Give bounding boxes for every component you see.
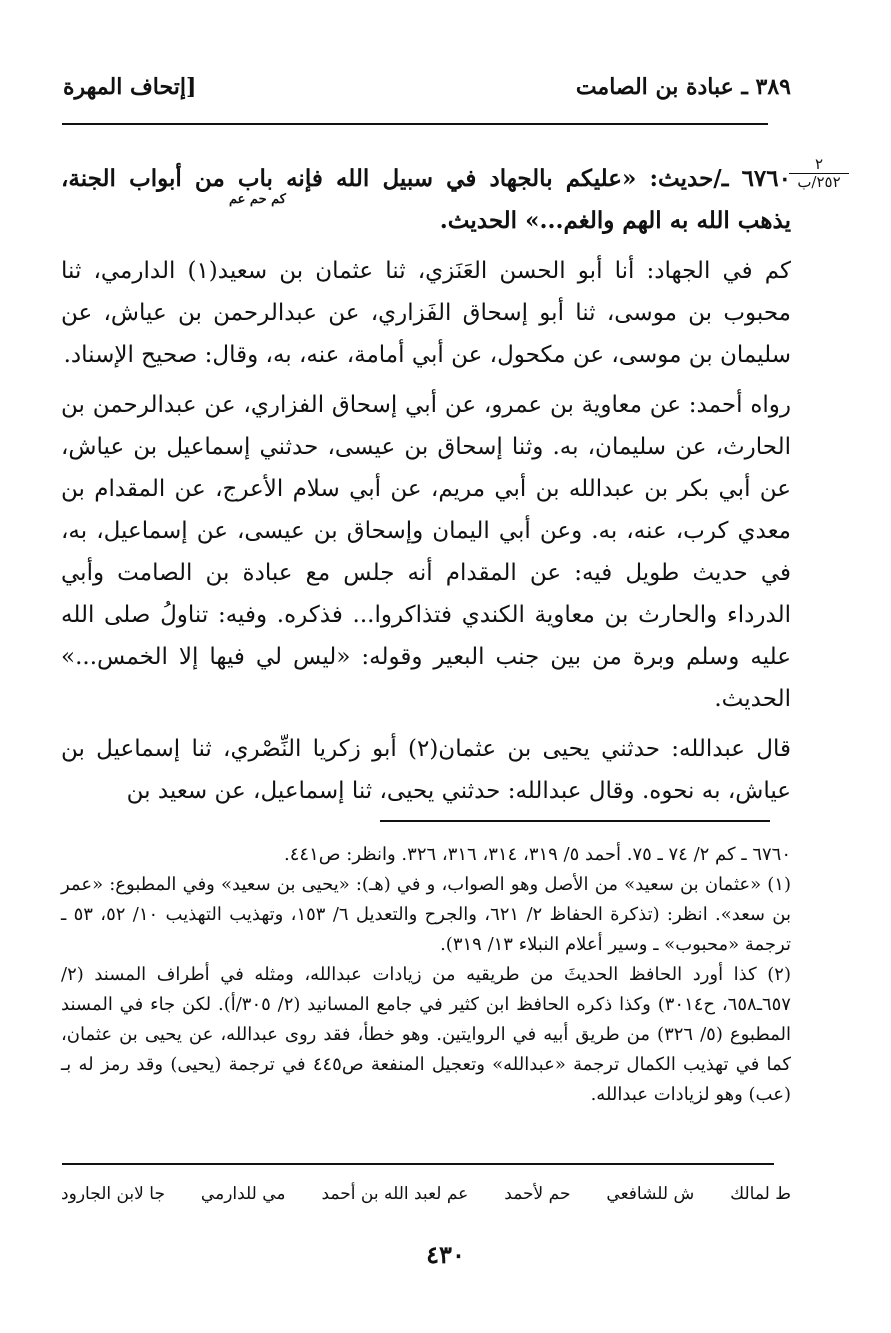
paragraph-2: رواه أحمد: عن معاوية بن عمرو، عن أبي إسحاق الفزاري، عن عبدالرحمن بن الحارث، عن سليمان، به. وثنا إسحاق بن عيسى، حدثني إسماعيل بن عياش، عن أبي بكر بن عبدالله بن أبي مريم، عن أبي سلام الأعرج، عن المقدام بن معدي كرب، عنه، به. وعن أبي اليمان وإسحاق بن عيسى، عن إسماعيل، به، في حديث طويل فيه: عن المقدام أنه جلس مع عبادة بن الصامت وأبي الدرداء والحارث بن معاوية الكندي فتذاكروا... فذكره. وفيه: تناولُ صلى الله عليه وسلم وبرة من بين جنب البعير وقوله: «ليس لي فيها إلا الخمس...» الحديث. — [61, 392, 791, 712]
paragraph-1: كم في الجهاد: أنا أبو الحسن العَنَزي، ثنا عثمان بن سعيد(١) الدارمي، ثنا محبوب بن موسى، ثنا أبو إسحاق الفَزاري، عن عبدالرحمن بن عياش، عن سليمان بن موسى، عن مكحول، عن أبي أمامة، عنه، به، وقال: صحيح الإسناد. — [61, 258, 791, 368]
abbrev-shafii: ش للشافعي — [606, 1184, 695, 1204]
page-number: ٤٣٠ — [426, 1240, 465, 1269]
margin-note-top: ٢ — [789, 156, 849, 174]
footnote-2: (٢) كذا أورد الحافظ الحديثَ من طريقيه من زيادات عبدالله، ومثله في أطراف المسند (٢/ ٦٥٧ـ٦٥٨، ح٣٠١٤) وكذا ذكره الحافظ ابن كثير في جامع المسانيد (٢/ ٣٠٥/أ). لكن جاء في المسند المطبوع (٥/ ٣٢٦) من طريق أبيه في الروايتين. وهو خطأ، فقد روى عبدالله، عن يحيى بن عثمان، كما في تهذيب الكمال ترجمة «عبدالله» وتعجيل المنفعة ص٤٤٥ في ترجمة (يحيى) وقد رمز له بـ (عب) وهو لزيادات عبدالله. — [61, 964, 792, 1105]
footnote-rule — [380, 820, 770, 822]
footnote-source: ٦٧٦٠ ـ كم ٢/ ٧٤ ـ ٧٥. أحمد ٥/ ٣١٩، ٣١٤، ٣١٦، ٣٢٦. وانظر: ص٤٤١. — [284, 844, 791, 865]
entry-sigla: كم حم عم — [229, 192, 286, 207]
entry-heading: ٦٧٦٠ ـ/حديث: «عليكم بالجهاد في سبيل الله فإنه باب من أبواب الجنة، يذهب الله به الهم والغم...» الحديث. — [61, 165, 791, 234]
abbrev-malik: ط لمالك — [730, 1184, 791, 1204]
abbrev-ahmad: حم لأحمد — [504, 1184, 571, 1204]
abbrev-darimi: مي للدارمي — [200, 1184, 286, 1204]
margin-note — [789, 156, 849, 190]
abbrev-abdullah: عم لعبد الله بن أحمد — [321, 1184, 469, 1204]
abbreviations-key — [61, 1184, 791, 1204]
abbrev-jarud: جا لابن الجارود — [61, 1184, 165, 1204]
paragraph-3: قال عبدالله: حدثني يحيى بن عثمان(٢) أبو زكريا النِّصْري، ثنا إسماعيل بن عياش، به نحوه. وقال عبدالله: حدثني يحيى، ثنا إسماعيل، عن سعيد بن — [61, 736, 791, 804]
footnotes — [61, 840, 791, 1110]
header-rule — [62, 123, 768, 125]
footnote-1: (١) «عثمان بن سعيد» من الأصل وهو الصواب، و في (هـ): «يحيى بن سعيد» وفي المطبوع: «عمر بن سعد». انظر: (تذكرة الحفاظ ٢/ ٦٢١، والجرح والتعديل ٦/ ١٥٣، وتهذيب التهذيب ١٠/ ٥٢، ٥٣ ـ ترجمة «محبوب» ـ وسير أعلام النبلاء ١٣/ ٣١٩). — [61, 874, 792, 955]
main-text — [61, 158, 791, 812]
book-title: [إتحاف المهرة — [63, 74, 197, 100]
chapter-title: ٣٨٩ ـ عبادة بن الصامت — [575, 74, 791, 100]
margin-note-bottom: ٢٥٢/ب — [797, 172, 841, 191]
abbreviations-rule — [62, 1163, 774, 1165]
